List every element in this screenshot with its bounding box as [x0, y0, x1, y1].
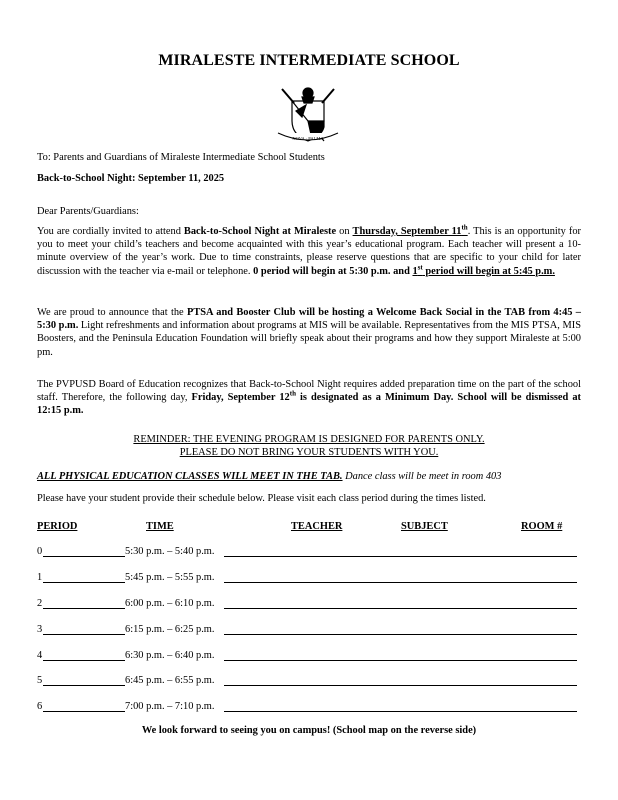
school-crest-logo — [272, 83, 344, 147]
reminder-line-1: REMINDER: THE EVENING PROGRAM IS DESIGNED FOR PARENTS ONLY. — [133, 434, 485, 445]
period-number: 3 — [37, 624, 43, 635]
period-number: 6 — [37, 701, 43, 712]
fill-line[interactable] — [43, 608, 125, 609]
paragraph-invitation: You are cordially invited to attend Back-to-School Night at Miraleste on Thursday, September 11th. This is an opportunity for you to meet your child’s teachers and become acquainted with this year’s educational program. Each teacher will present a 10-minute overview of the year’s work. Due to time constraints, please reserve questions that are specific to your child for later discussion with the teacher via e-mail or telephone. 0 period will begin at 5:30 p.m. and 1st period will begin at 5:45 p.m. — [37, 223, 582, 277]
fill-line[interactable] — [224, 711, 577, 712]
schedule-row — [37, 649, 577, 663]
period-number: 1 — [37, 572, 43, 583]
fill-line[interactable] — [43, 582, 125, 583]
salutation: Dear Parents/Guardians: — [37, 206, 139, 217]
fill-line[interactable] — [43, 685, 125, 686]
schedule-row — [37, 700, 577, 714]
paragraph-welcome-social: We are proud to announce that the PTSA and Booster Club will be hosting a Welcome Back Social in the TAB from 4:45 – 5:30 p.m. Light refreshments and information about programs at MIS will be available. Representatives from the MIS PTSA, MIS Boosters, and the Peninsula Education Foundation will briefly speak about their programs and how they support Miraleste at 5:00 pm. — [37, 307, 581, 358]
reminder-line-2: PLEASE DO NOT BRING YOUR STUDENTS WITH YOU. — [179, 447, 439, 459]
fill-line[interactable] — [224, 582, 577, 583]
fill-line[interactable] — [224, 556, 577, 557]
paragraph-minimum-day: The PVPUSD Board of Education recognizes that Back-to-School Night requires added preparation time on the part of the school staff. Therefore, the following day, Friday, September 12th is designated as a Minimum Day. School will be dismissed at 12:15 p.m. — [37, 379, 582, 417]
period-time: 6:00 p.m. – 6:10 p.m. — [125, 598, 215, 609]
fill-line[interactable] — [224, 685, 577, 686]
fill-line[interactable] — [224, 660, 577, 661]
schedule-instructions: Please have your student provide their schedule below. Please visit each class period during the times listed. — [37, 493, 486, 504]
fill-line[interactable] — [43, 634, 125, 635]
header-time: TIME — [146, 521, 174, 532]
period-time: 5:45 p.m. – 5:55 p.m. — [125, 572, 215, 583]
period-time: 7:00 p.m. – 7:10 p.m. — [125, 701, 215, 712]
period-number: 5 — [37, 675, 43, 686]
header-room: ROOM # — [521, 521, 563, 532]
period-number: 0 — [37, 546, 43, 557]
schedule-row — [37, 597, 577, 611]
fill-line[interactable] — [224, 608, 577, 609]
schedule-row — [37, 623, 577, 637]
page-title: MIRALESTE INTERMEDIATE SCHOOL — [158, 52, 460, 69]
header-teacher: TEACHER — [291, 521, 343, 532]
schedule-row — [37, 571, 577, 585]
fill-line[interactable] — [43, 660, 125, 661]
period-time: 6:30 p.m. – 6:40 p.m. — [125, 650, 215, 661]
fill-line[interactable] — [43, 711, 125, 712]
recipients-line: To: Parents and Guardians of Miraleste Intermediate School Students — [37, 152, 325, 163]
reminder-notice — [0, 433, 618, 459]
period-time: 6:15 p.m. – 6:25 p.m. — [125, 624, 215, 635]
period-number: 4 — [37, 650, 43, 661]
fill-line[interactable] — [224, 634, 577, 635]
crest-banner: NOVA · PALMA — [292, 136, 324, 141]
header-period: PERIOD — [37, 521, 78, 532]
pe-note: ALL PHYSICAL EDUCATION CLASSES WILL MEET IN THE TAB. Dance class will be meet in room 403 — [37, 471, 502, 482]
period-time: 6:45 p.m. – 6:55 p.m. — [125, 675, 215, 686]
period-number: 2 — [37, 598, 43, 609]
closing-line: We look forward to seeing you on campus! (School map on the reverse side) — [141, 725, 477, 736]
schedule-row — [37, 674, 577, 688]
period-time: 5:30 p.m. – 5:40 p.m. — [125, 546, 215, 557]
header-subject: SUBJECT — [401, 521, 448, 532]
fill-line[interactable] — [43, 556, 125, 557]
schedule-row — [37, 545, 577, 559]
event-line: Back-to-School Night: September 11, 2025 — [37, 173, 225, 184]
